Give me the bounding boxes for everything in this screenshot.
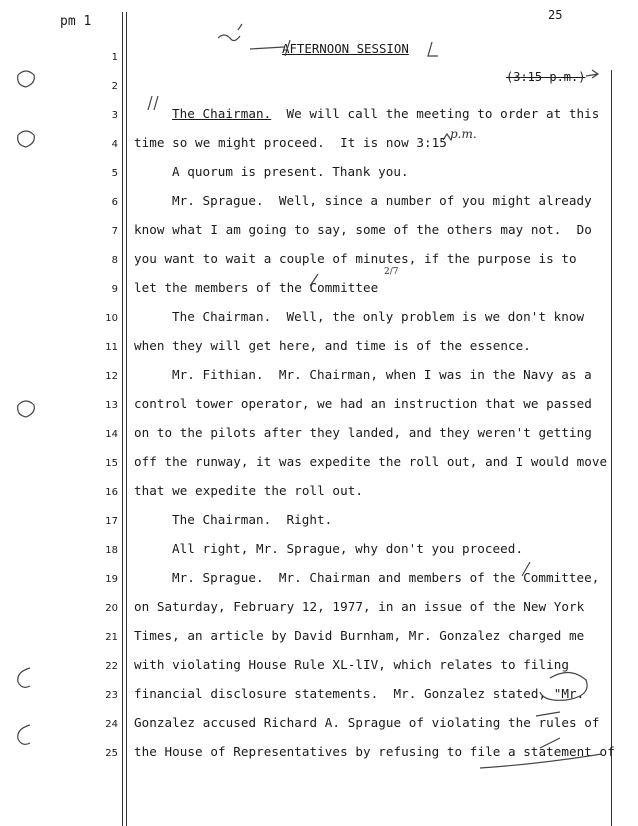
transcript-line: know what I am going to say, some of the others may not. Do bbox=[134, 222, 592, 237]
session-header: AFTERNOON SESSION bbox=[282, 41, 409, 56]
handwritten-time: p.m. bbox=[450, 127, 477, 141]
transcript-line: on Saturday, February 12, 1977, in an issue of the New York bbox=[134, 599, 585, 614]
line-number: 16 bbox=[105, 487, 118, 498]
line-number: 13 bbox=[105, 400, 118, 411]
hole-punch-mark bbox=[18, 668, 30, 687]
line-number: 11 bbox=[105, 342, 118, 353]
line-text: We will call the meeting to order at this bbox=[271, 106, 600, 121]
transcript-line: on to the pilots after they landed, and they weren't getting bbox=[134, 425, 592, 440]
line-number: 10 bbox=[105, 313, 118, 324]
hole-punch-mark bbox=[18, 725, 30, 744]
transcript-line: with violating House Rule XL-lIV, which relates to filing bbox=[134, 657, 570, 672]
hole-punch-mark bbox=[18, 131, 35, 147]
line-number: 18 bbox=[105, 545, 118, 556]
line-number: 20 bbox=[105, 603, 118, 614]
transcript-line: Gonzalez accused Richard A. Sprague of violating the rules of bbox=[134, 715, 600, 730]
page-label: pm 1 bbox=[60, 14, 92, 29]
speaker-name: The Chairman. bbox=[172, 106, 272, 121]
line-number: 14 bbox=[105, 429, 118, 440]
line-number: 25 bbox=[105, 748, 118, 759]
transcript-line: The Chairman. Right. bbox=[172, 512, 333, 527]
line-number: 4 bbox=[111, 139, 118, 150]
hole-punch-mark bbox=[18, 401, 35, 417]
transcript-line: A quorum is present. Thank you. bbox=[172, 164, 409, 179]
transcript-line: when they will get here, and time is of the essence. bbox=[134, 338, 531, 353]
line-number: 23 bbox=[105, 690, 118, 701]
line-number: 21 bbox=[105, 632, 118, 643]
line-number: 15 bbox=[105, 458, 118, 469]
line-number: 8 bbox=[111, 255, 118, 266]
transcript-line: control tower operator, we had an instruction that we passed bbox=[134, 396, 592, 411]
hole-punch-mark bbox=[18, 71, 35, 87]
line-number: 6 bbox=[111, 197, 118, 208]
transcript-line: The Chairman. Well, the only problem is we don't know bbox=[172, 309, 585, 324]
line-number: 17 bbox=[105, 516, 118, 527]
transcript-line: Mr. Sprague. Mr. Chairman and members of the Committee, bbox=[172, 570, 600, 585]
transcript-line: All right, Mr. Sprague, why don't you proceed. bbox=[172, 541, 524, 556]
handwritten-fraction: 2/7 bbox=[384, 267, 399, 277]
transcript-line: time so we might proceed. It is now 3:15 bbox=[134, 135, 447, 150]
transcript-line: Times, an article by David Burnham, Mr. Gonzalez charged me bbox=[134, 628, 585, 643]
transcript-line: that we expedite the roll out. bbox=[134, 483, 363, 498]
line-number: 5 bbox=[111, 168, 118, 179]
line-number: 22 bbox=[105, 661, 118, 672]
line-number: 1 bbox=[111, 52, 118, 63]
transcript-line: Mr. Fithian. Mr. Chairman, when I was in the Navy as a bbox=[172, 367, 592, 382]
line-number: 12 bbox=[105, 371, 118, 382]
transcript-line: financial disclosure statements. Mr. Gonzalez stated, "Mr. bbox=[134, 686, 585, 701]
transcript-line: the House of Representatives by refusing to file a statement of bbox=[134, 744, 615, 759]
session-timestamp: (3:15 p.m.) bbox=[506, 70, 586, 84]
page-number: 25 bbox=[548, 8, 563, 22]
line-number: 19 bbox=[105, 574, 118, 585]
transcript-line: you want to wait a couple of minutes, if the purpose is to bbox=[134, 251, 577, 266]
transcript-line: let the members of the Committee bbox=[134, 280, 379, 295]
line-number: 2 bbox=[111, 81, 118, 92]
line-number: 7 bbox=[111, 226, 118, 237]
line-number: 3 bbox=[111, 110, 118, 121]
line-number: 24 bbox=[105, 719, 118, 730]
transcript-line: Mr. Sprague. Well, since a number of you might already bbox=[172, 193, 592, 208]
transcript-line: off the runway, it was expedite the roll out, and I would move bbox=[134, 454, 608, 469]
line-number: 9 bbox=[111, 284, 118, 295]
